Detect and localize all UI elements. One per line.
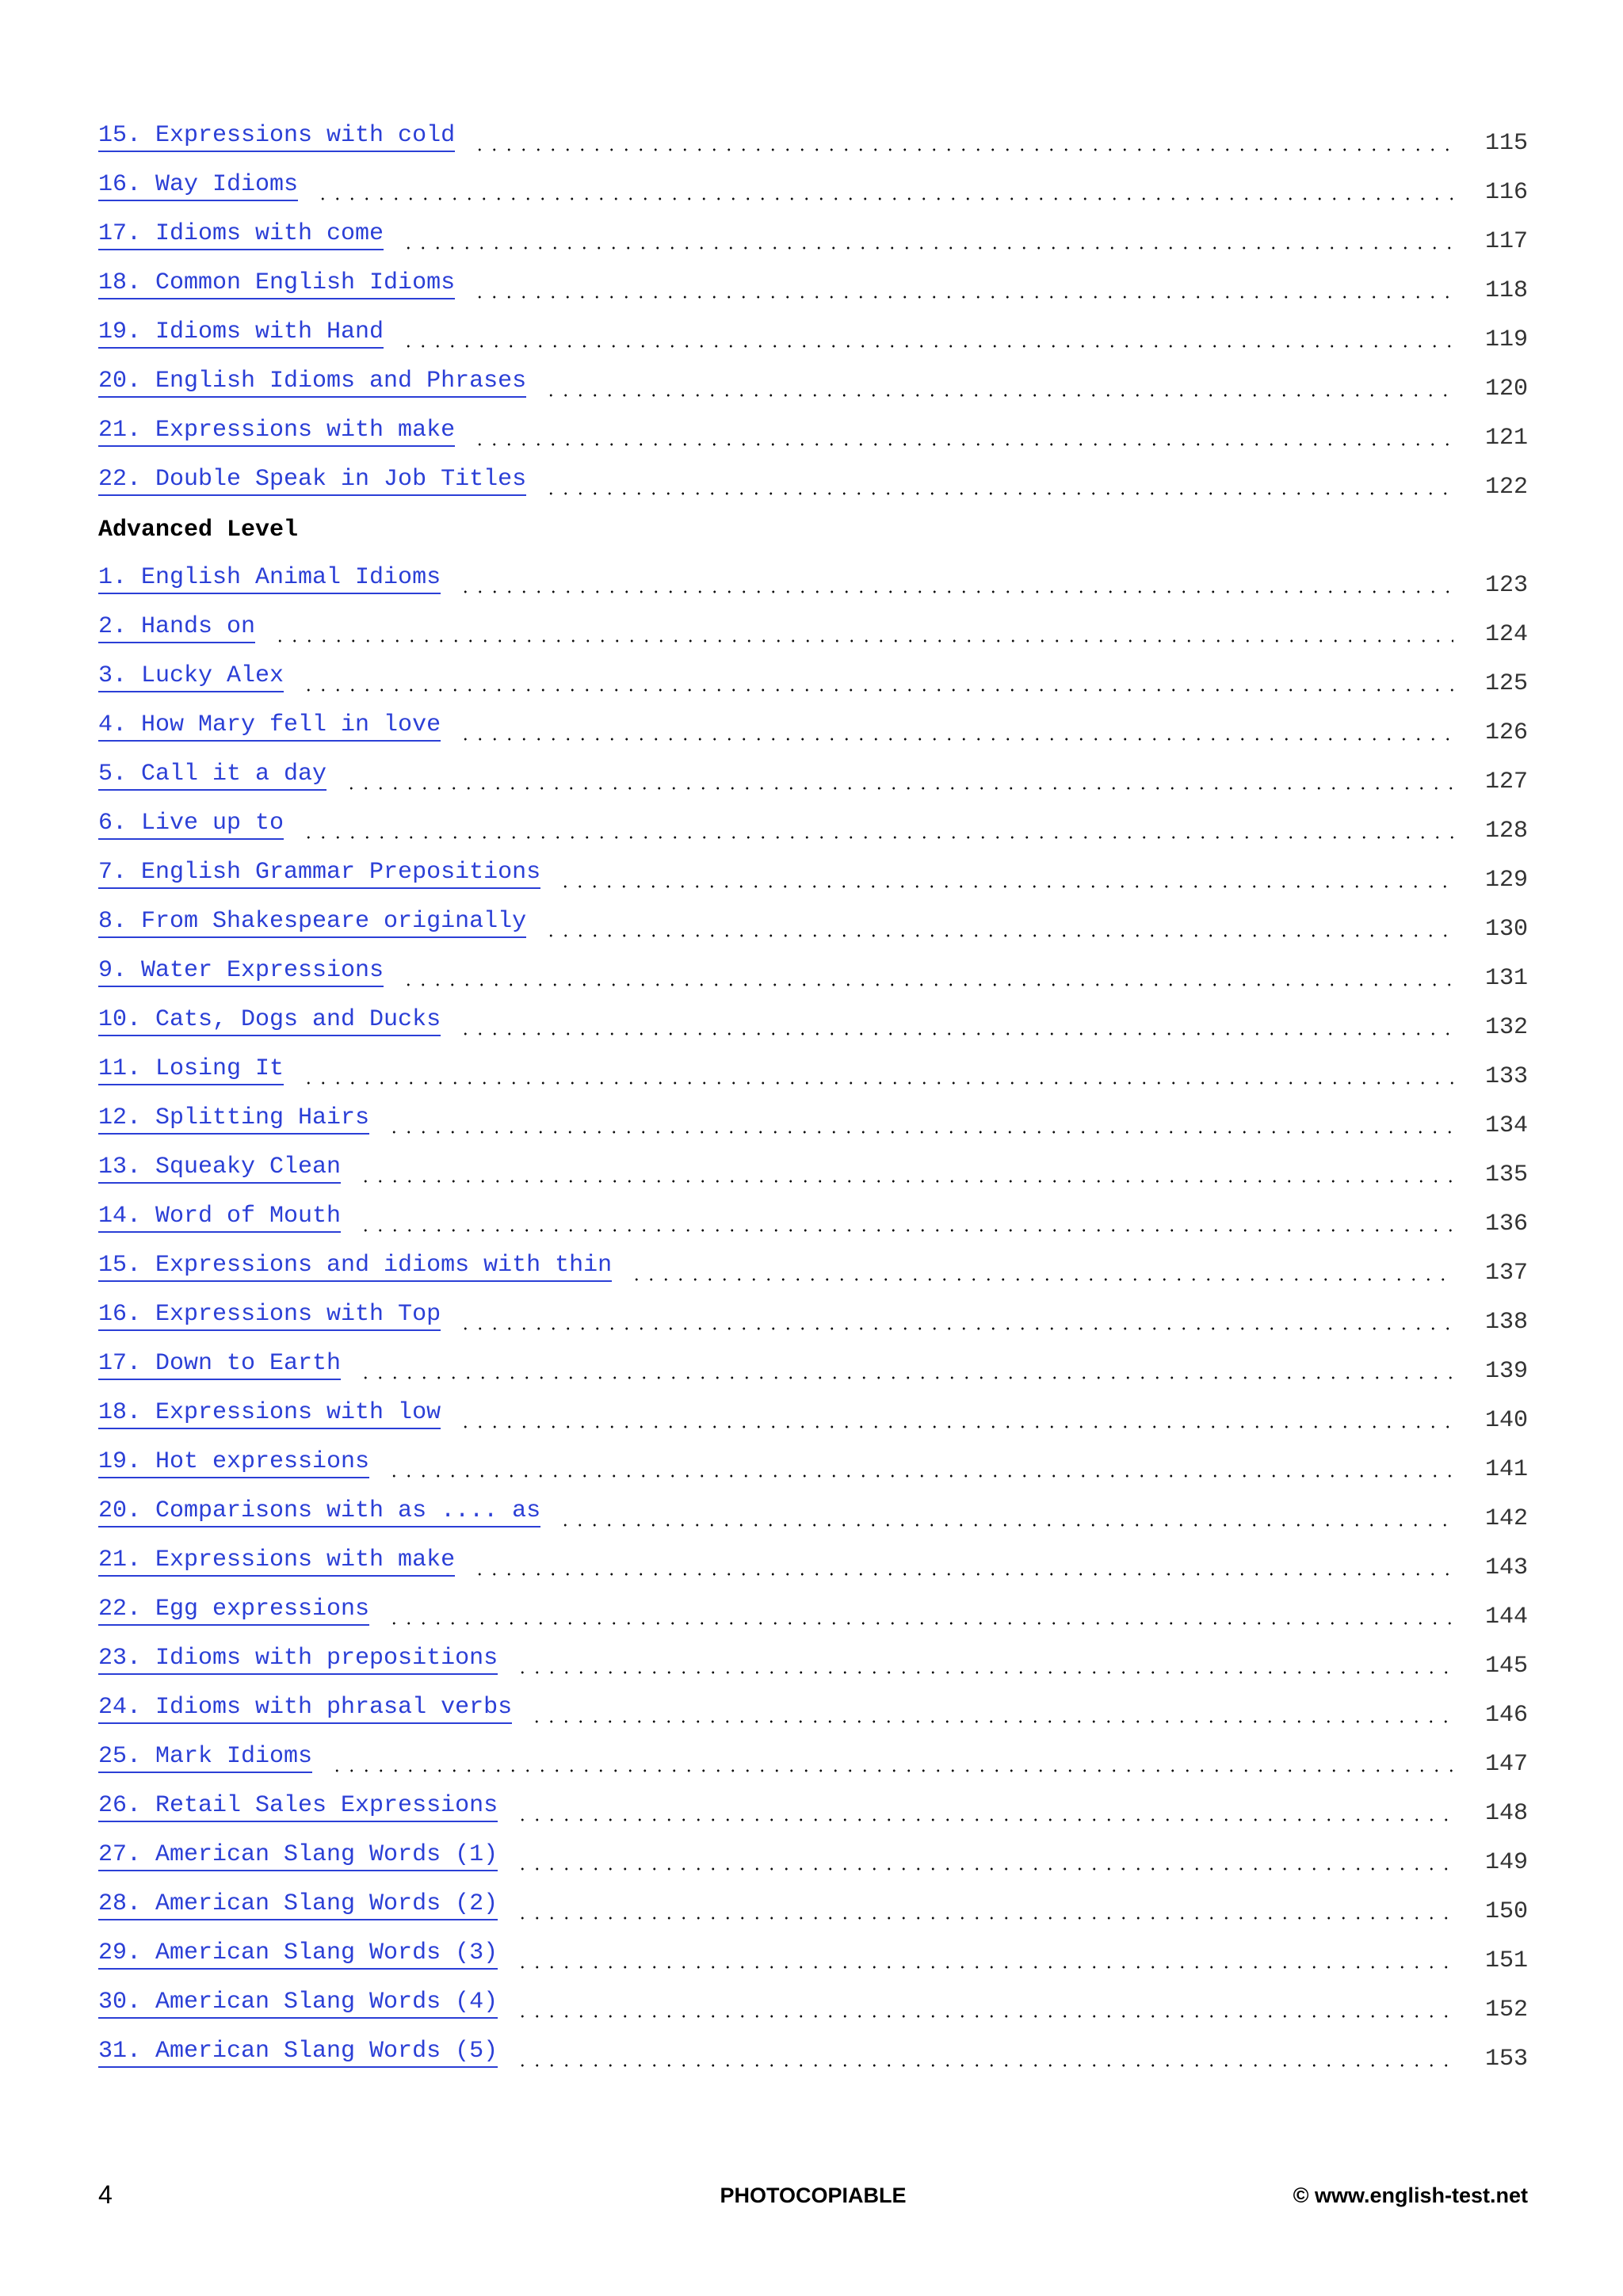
toc-entry-line: [98, 368, 1453, 398]
toc-entry-link[interactable]: 20. English Idioms and Phrases: [98, 368, 526, 398]
footer-photocopiable: PHOTOCOPIABLE: [720, 2183, 907, 2207]
toc-entry-page-number: 144: [1484, 1604, 1528, 1630]
toc-entry-page-number: 122: [1484, 474, 1528, 501]
toc-entry: [98, 951, 1528, 1000]
toc-entry-link[interactable]: 6. Live up to: [98, 810, 284, 840]
toc-entry-link[interactable]: 25. Mark Idioms: [98, 1743, 312, 1773]
toc-entry-link[interactable]: 10. Cats, Dogs and Ducks: [98, 1006, 441, 1036]
toc-entry-line: [98, 1055, 1453, 1085]
dot-leader: [458, 1405, 1453, 1429]
toc-entry-link[interactable]: 23. Idioms with prepositions: [98, 1645, 498, 1675]
toc-entry-link[interactable]: 28. American Slang Words (2): [98, 1890, 498, 1920]
toc-entry-link[interactable]: 8. From Shakespeare originally: [98, 908, 526, 938]
toc-entry-link[interactable]: 19. Hot expressions: [98, 1448, 369, 1478]
toc-entry-page-number: 115: [1484, 130, 1528, 157]
toc-entry-page-number: 151: [1484, 1947, 1528, 1974]
dot-leader: [515, 1848, 1453, 1871]
dot-leader: [387, 1111, 1453, 1135]
toc-entry-line: [98, 1890, 1453, 1920]
toc-entry: [98, 214, 1528, 263]
toc-entry-link[interactable]: 18. Expressions with low: [98, 1399, 441, 1429]
toc-entry-link[interactable]: 21. Expressions with make: [98, 1547, 455, 1577]
table-of-contents: [98, 116, 1528, 2081]
dot-leader: [458, 1013, 1453, 1036]
toc-entry-line: [98, 1645, 1453, 1675]
toc-entry-line: [98, 2038, 1453, 2068]
toc-entry-line: [98, 1547, 1453, 1577]
toc-entry-line: [98, 1399, 1453, 1429]
toc-entry-link[interactable]: 1. English Animal Idioms: [98, 564, 441, 594]
toc-entry-page-number: 126: [1484, 719, 1528, 746]
dot-leader: [401, 325, 1453, 349]
toc-entry: [98, 656, 1528, 705]
toc-entry-page-number: 148: [1484, 1800, 1528, 1827]
dot-leader: [458, 570, 1453, 594]
toc-entry-line: [98, 220, 1453, 250]
toc-entry-line: [98, 466, 1453, 496]
toc-entry: [98, 1000, 1528, 1049]
toc-entry-page-number: 135: [1484, 1161, 1528, 1188]
footer-copyright: © www.english-test.net: [1293, 2183, 1528, 2207]
toc-entry: [98, 754, 1528, 803]
dot-leader: [458, 718, 1453, 742]
toc-entry-link[interactable]: 2. Hands on: [98, 613, 255, 643]
dot-leader: [301, 816, 1453, 840]
toc-entry-line: [98, 761, 1453, 791]
dot-leader: [301, 669, 1453, 692]
dot-leader: [544, 374, 1453, 398]
toc-entry-page-number: 117: [1484, 228, 1528, 255]
toc-entry-page-number: 125: [1484, 670, 1528, 697]
toc-entry-line: [98, 1104, 1453, 1135]
toc-entry-page-number: 130: [1484, 916, 1528, 943]
toc-entry-link[interactable]: 18. Common English Idioms: [98, 269, 455, 299]
toc-entry-line: [98, 122, 1453, 152]
toc-entry-line: [98, 859, 1453, 889]
toc-entry-page-number: 127: [1484, 769, 1528, 795]
toc-entry-link[interactable]: 11. Losing It: [98, 1055, 284, 1085]
toc-entry-link[interactable]: 4. How Mary fell in love: [98, 711, 441, 742]
dot-leader: [515, 1651, 1453, 1675]
toc-entry-link[interactable]: 16. Expressions with Top: [98, 1301, 441, 1331]
toc-entry: [98, 902, 1528, 951]
dot-leader: [315, 177, 1453, 201]
toc-entry: [98, 1589, 1528, 1638]
dot-leader: [358, 1160, 1453, 1184]
toc-entry-link[interactable]: 20. Comparisons with as .... as: [98, 1497, 540, 1527]
dot-leader: [358, 1356, 1453, 1380]
toc-entry-link[interactable]: 13. Squeaky Clean: [98, 1154, 341, 1184]
toc-entry-link[interactable]: 22. Double Speak in Job Titles: [98, 466, 526, 496]
toc-entry: [98, 2031, 1528, 2081]
toc-entry-line: [98, 417, 1453, 447]
dot-leader: [558, 1504, 1453, 1527]
toc-entry-page-number: 136: [1484, 1211, 1528, 1238]
toc-entry-page-number: 131: [1484, 965, 1528, 992]
toc-entry: [98, 558, 1528, 607]
toc-entry-link[interactable]: 19. Idioms with Hand: [98, 318, 384, 349]
dot-leader: [515, 1798, 1453, 1822]
toc-entry: [98, 1638, 1528, 1688]
dot-leader: [629, 1258, 1453, 1282]
toc-entry-link[interactable]: 9. Water Expressions: [98, 957, 384, 987]
toc-entry: [98, 1737, 1528, 1786]
toc-entry: [98, 1245, 1528, 1295]
dot-leader: [472, 276, 1453, 299]
toc-entry-link[interactable]: 14. Word of Mouth: [98, 1203, 341, 1233]
toc-entry-link[interactable]: 5. Call it a day: [98, 761, 327, 791]
toc-entry-link[interactable]: 26. Retail Sales Expressions: [98, 1792, 498, 1822]
toc-entry: [98, 1786, 1528, 1835]
toc-entry-line: [98, 1350, 1453, 1380]
toc-entry: [98, 1049, 1528, 1098]
toc-entry: [98, 1933, 1528, 1982]
toc-entry-link[interactable]: 7. English Grammar Prepositions: [98, 859, 540, 889]
toc-entry-line: [98, 1694, 1453, 1724]
toc-entry: [98, 1295, 1528, 1344]
toc-entry-page-number: 124: [1484, 621, 1528, 648]
toc-entry-page-number: 129: [1484, 867, 1528, 894]
toc-entry-link[interactable]: 21. Expressions with make: [98, 417, 455, 447]
toc-entry-page-number: 152: [1484, 1997, 1528, 2023]
toc-entry-page-number: 123: [1484, 572, 1528, 599]
toc-entry-link[interactable]: 12. Splitting Hairs: [98, 1104, 369, 1135]
toc-entry: [98, 1835, 1528, 1884]
toc-entry: [98, 1884, 1528, 1933]
toc-entry-link[interactable]: 15. Expressions and idioms with thin: [98, 1252, 612, 1282]
dot-leader: [387, 1602, 1453, 1626]
toc-entry-page-number: 121: [1484, 425, 1528, 452]
toc-entry-page-number: 134: [1484, 1112, 1528, 1139]
toc-entry-page-number: 116: [1484, 179, 1528, 206]
toc-entry-page-number: 119: [1484, 326, 1528, 353]
toc-entry: [98, 852, 1528, 902]
toc-entry: [98, 263, 1528, 312]
toc-entry-line: [98, 613, 1453, 643]
toc-entry-page-number: 150: [1484, 1898, 1528, 1925]
section-heading: Advanced Level: [98, 517, 299, 543]
toc-entry-line: [98, 564, 1453, 594]
toc-entry: [98, 1442, 1528, 1491]
toc-entry-page-number: 145: [1484, 1653, 1528, 1680]
toc-entry-page-number: 128: [1484, 818, 1528, 845]
dot-leader: [458, 1307, 1453, 1331]
toc-entry: [98, 1491, 1528, 1540]
toc-entry-page-number: 147: [1484, 1751, 1528, 1778]
toc-entry-page-number: 142: [1484, 1505, 1528, 1532]
toc-entry-line: [98, 1448, 1453, 1478]
toc-entry-line: [98, 1301, 1453, 1331]
toc-entry: [98, 116, 1528, 165]
toc-entry-line: [98, 957, 1453, 987]
dot-leader: [515, 1897, 1453, 1920]
toc-entry-line: [98, 711, 1453, 742]
toc-entry: [98, 1982, 1528, 2031]
dot-leader: [472, 423, 1453, 447]
toc-entry-page-number: 133: [1484, 1063, 1528, 1090]
toc-entry: [98, 1540, 1528, 1589]
toc-entry-line: [98, 269, 1453, 299]
toc-entry-link[interactable]: 15. Expressions with cold: [98, 122, 455, 152]
dot-leader: [330, 1749, 1453, 1773]
toc-entry-page-number: 140: [1484, 1407, 1528, 1434]
toc-entry-link[interactable]: 30. American Slang Words (4): [98, 1989, 498, 2019]
dot-leader: [544, 472, 1453, 496]
dot-leader: [515, 1946, 1453, 1970]
dot-leader: [401, 963, 1453, 987]
dot-leader: [529, 1700, 1453, 1724]
toc-entry-page-number: 138: [1484, 1309, 1528, 1336]
toc-entry-page-number: 139: [1484, 1358, 1528, 1385]
toc-entry-page-number: 132: [1484, 1014, 1528, 1041]
toc-group-advanced: [98, 558, 1528, 2081]
toc-entry-link[interactable]: 27. American Slang Words (1): [98, 1841, 498, 1871]
toc-entry: [98, 803, 1528, 852]
toc-entry: [98, 1344, 1528, 1393]
dot-leader: [301, 1062, 1453, 1085]
toc-entry-line: [98, 1989, 1453, 2019]
dot-leader: [558, 865, 1453, 889]
dot-leader: [344, 767, 1453, 791]
toc-entry: [98, 460, 1528, 509]
toc-entry-page-number: 146: [1484, 1702, 1528, 1729]
toc-entry-page-number: 153: [1484, 2046, 1528, 2073]
toc-entry: [98, 607, 1528, 656]
toc-entry-page-number: 120: [1484, 376, 1528, 402]
toc-entry: [98, 361, 1528, 410]
toc-entry-line: [98, 1841, 1453, 1871]
dot-leader: [472, 128, 1453, 152]
toc-entry-link[interactable]: 24. Idioms with phrasal verbs: [98, 1694, 512, 1724]
toc-entry-line: [98, 171, 1453, 201]
toc-entry-line: [98, 1154, 1453, 1184]
toc-entry-page-number: 143: [1484, 1554, 1528, 1581]
toc-entry-page-number: 141: [1484, 1456, 1528, 1483]
toc-entry-line: [98, 1939, 1453, 1970]
footer-page-number: 4: [98, 2180, 113, 2209]
toc-entry-line: [98, 1006, 1453, 1036]
dot-leader: [358, 1209, 1453, 1233]
toc-entry-line: [98, 1252, 1453, 1282]
dot-leader: [472, 1553, 1453, 1577]
dot-leader: [387, 1455, 1453, 1478]
dot-leader: [273, 620, 1453, 643]
dot-leader: [515, 2044, 1453, 2068]
toc-entry-line: [98, 1792, 1453, 1822]
toc-entry-line: [98, 1596, 1453, 1626]
toc-entry: [98, 1688, 1528, 1737]
toc-group-intermediate: [98, 116, 1528, 509]
toc-entry-link[interactable]: 16. Way Idioms: [98, 171, 298, 201]
toc-entry-line: [98, 1203, 1453, 1233]
toc-entry-link[interactable]: 17. Idioms with come: [98, 220, 384, 250]
toc-entry-link[interactable]: 31. American Slang Words (5): [98, 2038, 498, 2068]
dot-leader: [401, 227, 1453, 250]
toc-entry: [98, 1196, 1528, 1245]
toc-entry-link[interactable]: 29. American Slang Words (3): [98, 1939, 498, 1970]
dot-leader: [515, 1995, 1453, 2019]
section-heading-row: [98, 509, 1528, 558]
toc-entry-line: [98, 810, 1453, 840]
toc-entry: [98, 1147, 1528, 1196]
toc-entry-page-number: 137: [1484, 1260, 1528, 1287]
toc-entry-line: [98, 1497, 1453, 1527]
toc-entry-line: [98, 1743, 1453, 1773]
toc-entry-line: [98, 662, 1453, 692]
toc-entry: [98, 1393, 1528, 1442]
toc-entry: [98, 312, 1528, 361]
toc-entry-line: [98, 908, 1453, 938]
toc-entry: [98, 410, 1528, 460]
toc-entry-page-number: 149: [1484, 1849, 1528, 1876]
toc-entry: [98, 705, 1528, 754]
page-footer: [98, 2180, 1528, 2212]
toc-entry: [98, 1098, 1528, 1147]
toc-entry-link[interactable]: 3. Lucky Alex: [98, 662, 284, 692]
toc-entry-link[interactable]: 22. Egg expressions: [98, 1596, 369, 1626]
toc-entry-page-number: 118: [1484, 277, 1528, 304]
dot-leader: [544, 914, 1453, 938]
toc-entry-link[interactable]: 17. Down to Earth: [98, 1350, 341, 1380]
toc-entry: [98, 165, 1528, 214]
toc-entry-line: [98, 318, 1453, 349]
